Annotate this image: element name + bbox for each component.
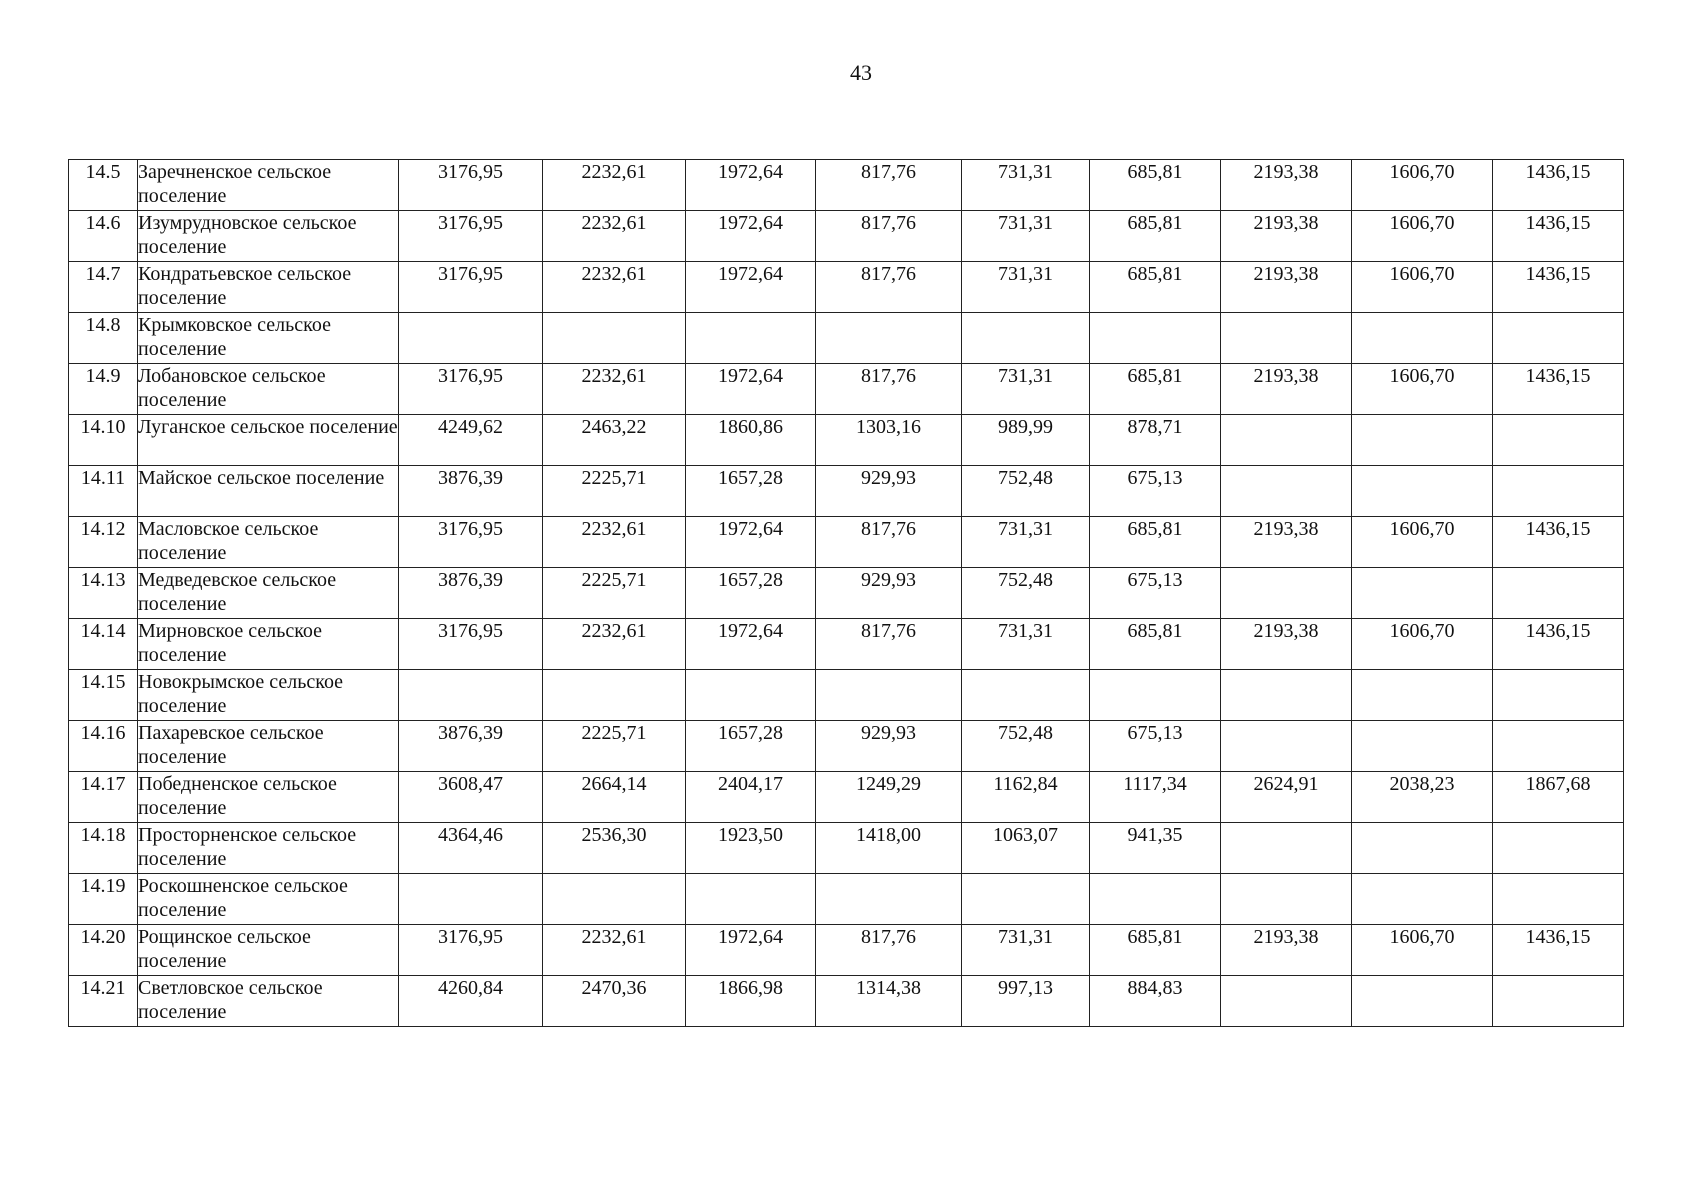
row-number-cell: 14.18 [69,823,138,874]
value-cell [962,313,1090,364]
value-cell: 752,48 [962,721,1090,772]
value-cell: 1606,70 [1352,517,1493,568]
value-cell [686,313,816,364]
value-cell: 929,93 [816,721,962,772]
row-number-cell: 14.10 [69,415,138,466]
table-row [69,313,1624,364]
value-cell: 731,31 [962,160,1090,211]
value-cell: 1063,07 [962,823,1090,874]
settlement-name-cell: Светловское сельское поселение [138,976,399,1027]
value-cell: 3176,95 [399,925,543,976]
value-cell: 675,13 [1090,466,1221,517]
settlement-name-cell: Масловское сельское поселение [138,517,399,568]
value-cell: 3176,95 [399,619,543,670]
value-cell [1221,415,1352,466]
value-cell: 817,76 [816,211,962,262]
value-cell: 2664,14 [543,772,686,823]
value-cell [1221,721,1352,772]
value-cell: 1162,84 [962,772,1090,823]
table-row [69,466,1624,517]
value-cell [816,874,962,925]
row-number-cell: 14.8 [69,313,138,364]
value-cell [686,670,816,721]
value-cell [1493,568,1624,619]
row-number-cell: 14.20 [69,925,138,976]
value-cell [1493,670,1624,721]
value-cell: 731,31 [962,262,1090,313]
table-row [69,619,1624,670]
value-cell: 731,31 [962,211,1090,262]
value-cell [1493,823,1624,874]
value-cell [1090,313,1221,364]
value-cell: 1606,70 [1352,262,1493,313]
value-cell: 2232,61 [543,925,686,976]
value-cell: 929,93 [816,568,962,619]
row-number-cell: 14.21 [69,976,138,1027]
value-cell [1493,976,1624,1027]
table-row [69,721,1624,772]
settlement-name-cell: Крымковское сельское поселение [138,313,399,364]
value-cell: 1606,70 [1352,925,1493,976]
value-cell: 685,81 [1090,211,1221,262]
value-cell: 1606,70 [1352,211,1493,262]
value-cell [1090,874,1221,925]
value-cell: 1923,50 [686,823,816,874]
tariff-table [68,159,1624,1027]
value-cell [1352,874,1493,925]
value-cell: 3176,95 [399,517,543,568]
settlement-name-cell: Роскошненское сельское поселение [138,874,399,925]
settlement-name-cell: Новокрымское сельское поселение [138,670,399,721]
value-cell: 1972,64 [686,160,816,211]
value-cell: 2193,38 [1221,262,1352,313]
value-cell: 2404,17 [686,772,816,823]
value-cell: 3176,95 [399,160,543,211]
value-cell: 1436,15 [1493,619,1624,670]
value-cell: 3176,95 [399,364,543,415]
table-row [69,517,1624,568]
value-cell [1352,823,1493,874]
value-cell: 4364,46 [399,823,543,874]
value-cell: 2193,38 [1221,364,1352,415]
value-cell: 1436,15 [1493,364,1624,415]
value-cell: 1657,28 [686,721,816,772]
value-cell: 929,93 [816,466,962,517]
value-cell: 1972,64 [686,517,816,568]
value-cell: 2624,91 [1221,772,1352,823]
settlement-name-cell: Майское сельское поселение [138,466,399,517]
value-cell: 1436,15 [1493,262,1624,313]
row-number-cell: 14.5 [69,160,138,211]
table-row [69,925,1624,976]
row-number-cell: 14.6 [69,211,138,262]
value-cell: 817,76 [816,619,962,670]
settlement-name-cell: Рощинское сельское поселение [138,925,399,976]
settlement-name-cell: Заречненское сельское поселение [138,160,399,211]
value-cell [1352,415,1493,466]
value-cell: 2232,61 [543,211,686,262]
value-cell: 1972,64 [686,262,816,313]
value-cell: 817,76 [816,160,962,211]
value-cell: 1436,15 [1493,517,1624,568]
value-cell: 1606,70 [1352,160,1493,211]
value-cell: 2232,61 [543,262,686,313]
value-cell: 3876,39 [399,721,543,772]
row-number-cell: 14.9 [69,364,138,415]
value-cell: 989,99 [962,415,1090,466]
value-cell: 2232,61 [543,364,686,415]
value-cell: 2193,38 [1221,517,1352,568]
value-cell: 1657,28 [686,466,816,517]
value-cell: 685,81 [1090,262,1221,313]
value-cell: 2193,38 [1221,160,1352,211]
settlement-name-cell: Мирновское сельское поселение [138,619,399,670]
value-cell: 1249,29 [816,772,962,823]
value-cell: 4249,62 [399,415,543,466]
row-number-cell: 14.17 [69,772,138,823]
row-number-cell: 14.19 [69,874,138,925]
value-cell: 1866,98 [686,976,816,1027]
value-cell: 941,35 [1090,823,1221,874]
value-cell: 2225,71 [543,466,686,517]
value-cell [543,874,686,925]
value-cell [1221,313,1352,364]
value-cell [1221,466,1352,517]
value-cell [1493,874,1624,925]
value-cell: 2232,61 [543,160,686,211]
value-cell: 685,81 [1090,160,1221,211]
row-number-cell: 14.14 [69,619,138,670]
row-number-cell: 14.11 [69,466,138,517]
value-cell [816,313,962,364]
value-cell [962,874,1090,925]
value-cell: 731,31 [962,364,1090,415]
value-cell [686,874,816,925]
settlement-name-cell: Медведевское сельское поселение [138,568,399,619]
value-cell: 685,81 [1090,925,1221,976]
value-cell [1352,721,1493,772]
value-cell: 1972,64 [686,619,816,670]
value-cell: 1436,15 [1493,160,1624,211]
value-cell: 2193,38 [1221,925,1352,976]
value-cell: 1436,15 [1493,211,1624,262]
value-cell [1352,313,1493,364]
value-cell: 1303,16 [816,415,962,466]
value-cell [816,670,962,721]
value-cell: 1860,86 [686,415,816,466]
value-cell: 817,76 [816,925,962,976]
value-cell: 1972,64 [686,211,816,262]
value-cell [543,313,686,364]
table-row [69,262,1624,313]
value-cell: 817,76 [816,517,962,568]
table-body [69,160,1624,1027]
value-cell: 1418,00 [816,823,962,874]
value-cell: 2232,61 [543,619,686,670]
value-cell: 817,76 [816,262,962,313]
table-row [69,568,1624,619]
value-cell: 1867,68 [1493,772,1624,823]
value-cell: 3608,47 [399,772,543,823]
table-row [69,670,1624,721]
value-cell: 2225,71 [543,568,686,619]
value-cell: 1606,70 [1352,364,1493,415]
value-cell: 3176,95 [399,262,543,313]
value-cell: 1657,28 [686,568,816,619]
value-cell: 1436,15 [1493,925,1624,976]
value-cell: 731,31 [962,619,1090,670]
value-cell: 752,48 [962,568,1090,619]
value-cell: 2225,71 [543,721,686,772]
settlement-name-cell: Просторненское сельское поселение [138,823,399,874]
table-row [69,415,1624,466]
row-number-cell: 14.12 [69,517,138,568]
value-cell: 685,81 [1090,619,1221,670]
value-cell: 2470,36 [543,976,686,1027]
table-row [69,874,1624,925]
settlement-name-cell: Луганское сельское поселение [138,415,399,466]
value-cell: 685,81 [1090,517,1221,568]
settlement-name-cell: Кондратьевское сельское поселение [138,262,399,313]
value-cell [1493,721,1624,772]
value-cell: 1972,64 [686,925,816,976]
value-cell [1352,568,1493,619]
row-number-cell: 14.15 [69,670,138,721]
settlement-name-cell: Пахаревское сельское поселение [138,721,399,772]
value-cell: 685,81 [1090,364,1221,415]
value-cell: 2232,61 [543,517,686,568]
value-cell: 878,71 [1090,415,1221,466]
value-cell [1493,415,1624,466]
value-cell: 3876,39 [399,568,543,619]
value-cell: 3176,95 [399,211,543,262]
value-cell: 731,31 [962,517,1090,568]
value-cell [1352,466,1493,517]
value-cell [1493,313,1624,364]
value-cell: 731,31 [962,925,1090,976]
value-cell [1493,466,1624,517]
value-cell: 2463,22 [543,415,686,466]
value-cell: 1972,64 [686,364,816,415]
value-cell [1221,670,1352,721]
value-cell [1221,976,1352,1027]
row-number-cell: 14.16 [69,721,138,772]
table-row [69,211,1624,262]
value-cell [399,874,543,925]
value-cell [962,670,1090,721]
value-cell: 1314,38 [816,976,962,1027]
settlement-name-cell: Победненское сельское поселение [138,772,399,823]
table-row [69,976,1624,1027]
table-row [69,160,1624,211]
value-cell: 675,13 [1090,721,1221,772]
settlement-name-cell: Изумрудновское сельское поселение [138,211,399,262]
value-cell [1221,568,1352,619]
value-cell [1090,670,1221,721]
value-cell: 1606,70 [1352,619,1493,670]
value-cell [1221,823,1352,874]
value-cell [1221,874,1352,925]
value-cell: 2536,30 [543,823,686,874]
table-row [69,772,1624,823]
value-cell: 752,48 [962,466,1090,517]
value-cell: 997,13 [962,976,1090,1027]
value-cell: 3876,39 [399,466,543,517]
value-cell: 1117,34 [1090,772,1221,823]
value-cell [1352,976,1493,1027]
table-row [69,364,1624,415]
settlement-name-cell: Лобановское сельское поселение [138,364,399,415]
table-row [69,823,1624,874]
value-cell: 675,13 [1090,568,1221,619]
value-cell: 817,76 [816,364,962,415]
value-cell: 4260,84 [399,976,543,1027]
value-cell: 2193,38 [1221,619,1352,670]
value-cell [399,670,543,721]
value-cell [1352,670,1493,721]
value-cell: 2193,38 [1221,211,1352,262]
value-cell [399,313,543,364]
value-cell: 2038,23 [1352,772,1493,823]
row-number-cell: 14.13 [69,568,138,619]
value-cell: 884,83 [1090,976,1221,1027]
page-number: 43 [850,60,872,85]
row-number-cell: 14.7 [69,262,138,313]
value-cell [543,670,686,721]
